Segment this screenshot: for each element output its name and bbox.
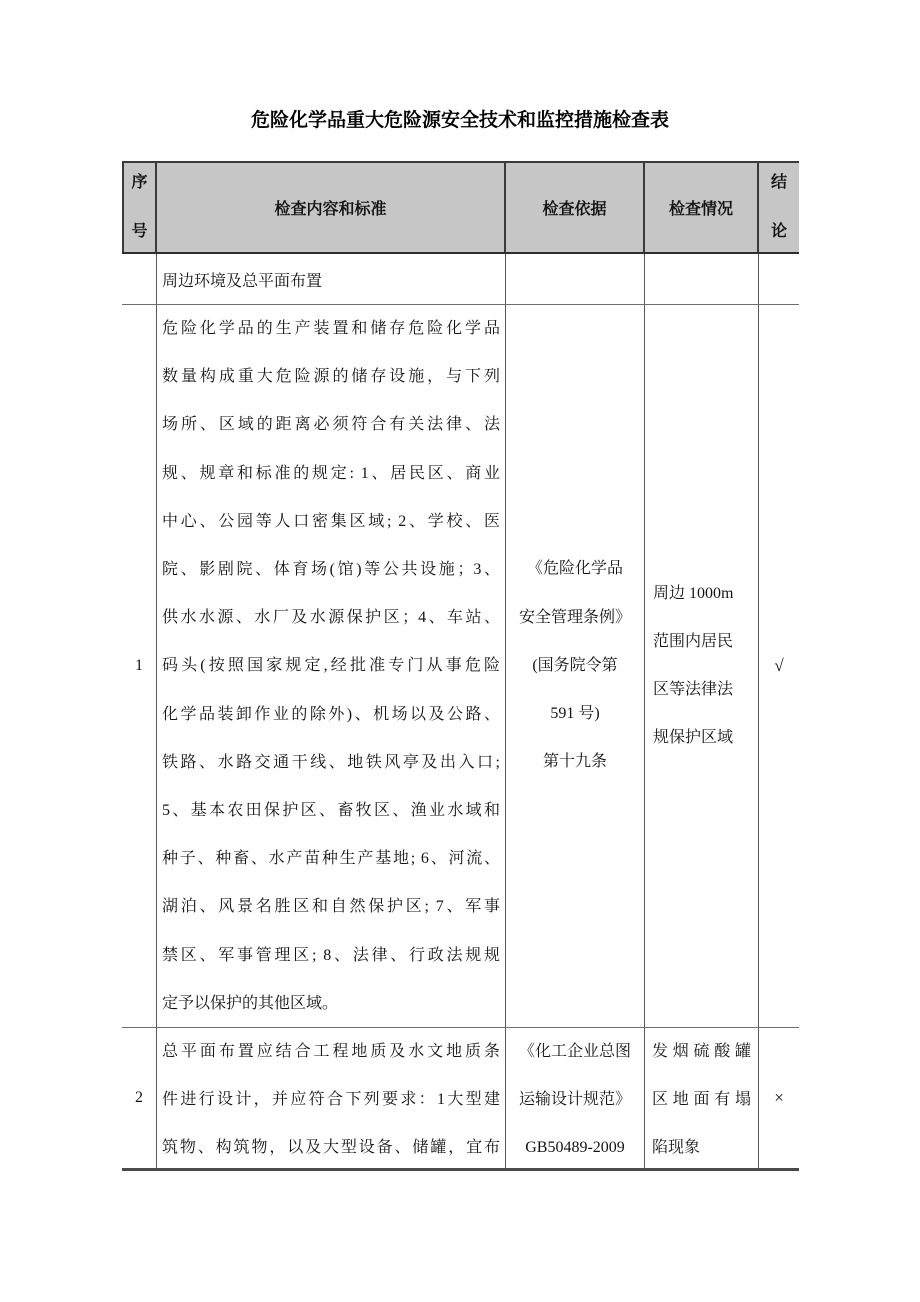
row2-basis: 《化工企业总图 运输设计规范》 GB50489-2009 (506, 1028, 645, 1168)
header-label-basis: 检查依据 (542, 201, 607, 218)
table-row (122, 305, 799, 1028)
row1-conclusion-checkmark: √ (774, 656, 784, 675)
header-cell-content-standard (157, 163, 506, 252)
section-cell-serial-number (122, 254, 157, 304)
section-row (122, 254, 799, 305)
page-title: 危险化学品重大危险源安全技术和监控措施检查表 (250, 110, 669, 131)
header-cell-basis (506, 163, 645, 252)
header-label-content: 检查内容和标准 (274, 201, 387, 218)
section-cell-title (157, 254, 506, 304)
header-cell-conclusion: 结 论 (770, 174, 787, 240)
row2-serial-number: 2 (122, 1028, 157, 1168)
section-cell-basis (506, 254, 645, 304)
row2-conclusion-cross: × (774, 1088, 784, 1107)
row2-content-standard: 总平面布置应结合工程地质及水文地质条 件进行设计，并应符合下列要求：1大型建 筑物、构筑物，以及大型设备、储罐，宜布 (157, 1028, 506, 1168)
row1-content-standard: 危险化学品的生产装置和储存危险化学品 数量构成重大危险源的储存设施，与下列 场所、区域的距离必须符合有关法律、法 规、规章和标准的规定: 1、居民区、商业 中心、公园等人口密集区域; 2、学校、医 院、影剧院、体育场(馆)等公共设施；3、 供水水源、水厂及水源保护区；4、车站、 码头(按照国家规定,经批准专门从事危险 化学品装卸作业的除外)、机场以及公路、 铁路、水路交通干线、地铁风亭及出入口; 5、基本农田保护区、畜牧区、渔业水域和 种子、种畜、水产苗种生产基地; 6、河流、 湖泊、风景名胜区和自然保护区; 7、军事 禁区、军事管理区; 8、法律、行政法规规 定予以保护的其他区域。 (157, 305, 506, 1027)
inspection-table (122, 161, 799, 1171)
header-cell-situation (645, 163, 759, 252)
row1-basis: 《危险化学品 安全管理条例》 (国务院令第 591 号) 第十九条 (506, 305, 645, 1027)
row1-situation: 周边 1000m 范围内居民 区等法律法 规保护区域 (645, 305, 759, 1027)
section-cell-conclusion (759, 254, 799, 304)
header-cell-serial-number: 序 号 (122, 163, 157, 252)
row2-situation: 发烟硫酸罐 区地面有塌 陷现象 (645, 1028, 759, 1168)
section-cell-situation (645, 254, 759, 304)
table-header-row (122, 161, 799, 254)
section-title: 周边环境及总平面布置 (162, 272, 323, 290)
header-label-situation: 检查情况 (668, 201, 733, 218)
table-row (122, 1028, 799, 1171)
row1-serial-number: 1 (122, 305, 157, 1027)
